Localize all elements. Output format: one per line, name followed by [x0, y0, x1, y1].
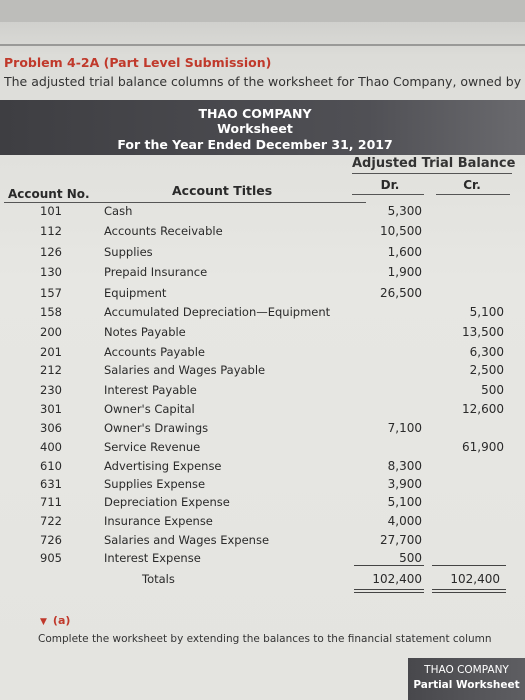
- table-row: [0, 421, 525, 439]
- top-divider: [0, 44, 525, 46]
- account-no: 157: [40, 286, 62, 300]
- company-name: THAO COMPANY: [198, 106, 312, 121]
- total-rule-cr: [432, 565, 506, 566]
- account-title: Owner's Drawings: [104, 421, 209, 435]
- account-title: Interest Payable: [104, 383, 197, 397]
- account-title: Service Revenue: [104, 440, 201, 454]
- account-no: 212: [40, 363, 62, 377]
- account-no: 631: [40, 477, 62, 491]
- account-title: Advertising Expense: [104, 459, 222, 473]
- table-row: [0, 551, 525, 569]
- account-no: 200: [40, 325, 62, 339]
- table-row: [0, 533, 525, 551]
- debit-value: 1,900: [387, 265, 422, 279]
- account-title: Equipment: [104, 286, 167, 300]
- credit-value: 500: [481, 383, 504, 397]
- credit-value: 2,500: [469, 363, 504, 377]
- header-underline: [4, 202, 366, 203]
- table-row: [0, 363, 525, 381]
- total-debit: 102,400: [372, 572, 422, 586]
- double-rule-dr: [354, 589, 424, 590]
- debit-value: 1,600: [387, 245, 422, 259]
- triangle-down-icon: ▼: [40, 617, 47, 627]
- double-rule-cr: [432, 592, 506, 593]
- dr-underline: [352, 194, 424, 195]
- table-row: [0, 402, 525, 420]
- account-no: 301: [40, 402, 62, 416]
- account-title: Interest Expense: [104, 551, 201, 565]
- partial-worksheet-header: [408, 658, 525, 700]
- account-title: Accumulated Depreciation—Equipment: [104, 305, 331, 319]
- account-no: 126: [40, 245, 62, 259]
- account-title: Cash: [104, 204, 133, 218]
- table-row: [0, 440, 525, 458]
- top-band: [0, 0, 525, 22]
- problem-description: The adjusted trial balance columns of the worksheet for Thao Company, owned by: [4, 74, 522, 89]
- column-header-cr: Cr.: [463, 178, 481, 192]
- problem-title: Problem 4-2A (Part Level Submission): [4, 55, 272, 70]
- account-no: 101: [40, 204, 62, 218]
- debit-value: 26,500: [380, 286, 422, 300]
- partial-worksheet-title: Partial Worksheet: [413, 679, 520, 691]
- account-no: 201: [40, 345, 62, 359]
- account-no: 130: [40, 265, 62, 279]
- account-title: Salaries and Wages Payable: [104, 363, 266, 377]
- credit-value: 6,300: [469, 345, 504, 359]
- total-credit: 102,400: [450, 572, 500, 586]
- table-row: [0, 204, 525, 222]
- table-row: [0, 265, 525, 283]
- account-title: Salaries and Wages Expense: [104, 533, 270, 547]
- adjusted-trial-balance-label: Adjusted Trial Balance: [352, 156, 516, 171]
- account-no: 722: [40, 514, 62, 528]
- account-no: 711: [40, 495, 62, 509]
- table-row: [0, 286, 525, 304]
- debit-value: 5,300: [387, 204, 422, 218]
- cr-underline: [436, 194, 510, 195]
- worksheet-header: [0, 100, 525, 155]
- account-no: 610: [40, 459, 62, 473]
- atb-underline: [352, 173, 512, 174]
- column-header-account-titles: Account Titles: [172, 183, 273, 198]
- credit-value: 13,500: [462, 325, 504, 339]
- account-no: 230: [40, 383, 62, 397]
- debit-value: 500: [399, 551, 422, 565]
- worksheet-name: Worksheet: [217, 121, 293, 136]
- account-title: Notes Payable: [104, 325, 186, 339]
- partial-company-name: THAO COMPANY: [424, 664, 509, 676]
- account-title: Supplies: [104, 245, 153, 259]
- credit-value: 12,600: [462, 402, 504, 416]
- account-title: Depreciation Expense: [104, 495, 230, 509]
- table-row: [0, 514, 525, 532]
- account-no: 726: [40, 533, 62, 547]
- credit-value: 61,900: [462, 440, 504, 454]
- credit-value: 5,100: [469, 305, 504, 319]
- double-rule-cr: [432, 589, 506, 590]
- part-a-toggle[interactable]: [40, 614, 70, 627]
- table-row: [0, 325, 525, 343]
- table-row: [0, 495, 525, 513]
- column-header-account-no: Account No.: [8, 187, 90, 201]
- table-row: [0, 383, 525, 401]
- totals-label: Totals: [142, 572, 175, 586]
- debit-value: 4,000: [387, 514, 422, 528]
- worksheet-period: For the Year Ended December 31, 2017: [117, 137, 393, 152]
- debit-value: 3,900: [387, 477, 422, 491]
- debit-value: 5,100: [387, 495, 422, 509]
- table-row: [0, 305, 525, 323]
- part-a-instruction: Complete the worksheet by extending the balances to the financial statement column: [38, 633, 492, 645]
- account-title: Insurance Expense: [104, 514, 213, 528]
- debit-value: 7,100: [387, 421, 422, 435]
- table-row: [0, 477, 525, 495]
- account-no: 158: [40, 305, 62, 319]
- account-title: Accounts Receivable: [104, 224, 223, 238]
- table-row: [0, 459, 525, 477]
- account-title: Prepaid Insurance: [104, 265, 208, 279]
- account-title: Owner's Capital: [104, 402, 195, 416]
- double-rule-dr: [354, 592, 424, 593]
- account-no: 400: [40, 440, 62, 454]
- table-row: [0, 345, 525, 363]
- account-title: Supplies Expense: [104, 477, 206, 491]
- debit-value: 8,300: [387, 459, 422, 473]
- part-a-label: (a): [52, 614, 71, 627]
- table-row: [0, 245, 525, 263]
- total-rule-dr: [354, 565, 424, 566]
- debit-value: 10,500: [380, 224, 422, 238]
- debit-value: 27,700: [380, 533, 422, 547]
- account-title: Accounts Payable: [104, 345, 205, 359]
- table-row: [0, 224, 525, 242]
- column-header-dr: Dr.: [380, 178, 400, 192]
- account-no: 306: [40, 421, 62, 435]
- account-no: 112: [40, 224, 62, 238]
- account-no: 905: [40, 551, 62, 565]
